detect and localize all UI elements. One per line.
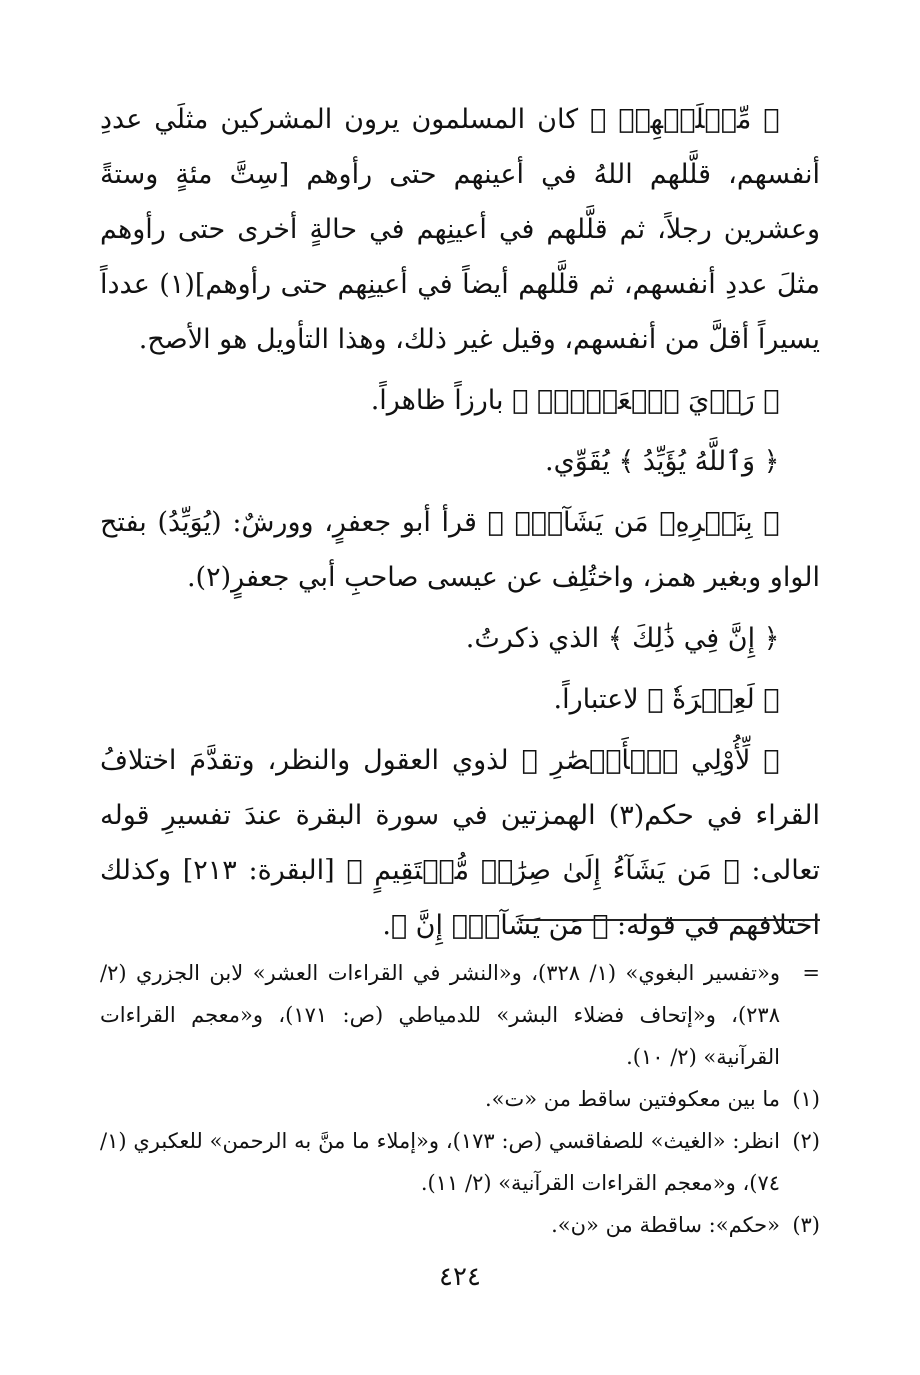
footnote-number: (٣)	[792, 1213, 820, 1237]
footnote	[100, 952, 820, 1078]
footnote	[100, 1120, 820, 1204]
footnote	[100, 1204, 820, 1246]
paragraph: ﴿ إِنَّ فِي ذَٰلِكَ ﴾ الذي ذكرتُ.	[465, 623, 780, 654]
paragraph: ﴿ وَٱللَّهُ يُؤَيِّدُ ﴾ يُقَوِّي.	[545, 446, 780, 477]
footnote-number: =	[802, 961, 820, 985]
main-text	[100, 92, 820, 953]
footnote-number: (١)	[792, 1087, 820, 1111]
paragraph: ﴿ لَعِبۡرَةٗ ﴾ لاعتباراً.	[553, 684, 780, 715]
paragraph: ﴿ مِّثۡلَيۡهِمۡ ﴾ كان المسلمون يرون المشركين مثلَي عددِ أنفسهم، قلَّلهم اللهُ في أعينهم حتى رأوهم [سِتَّ مئةٍ وستةً وعشرين رجلاً، ثم قلَّلهم في أعينِهم في حالةٍ أخرى حتى رأوهم مثلَ عددِ أنفسهم، ثم قلَّلهم أيضاً في أعينِهم حتى رأوهم](١) عدداً يسيراً أقلَّ من أنفسهم، وقيل غير ذلك، وهذا التأويل هو الأصح.	[100, 104, 820, 355]
footnote-text: و«تفسير البغوي» (١/ ٣٢٨)، و«النشر في القراءات العشر» لابن الجزري (٢/ ٢٣٨)، و«إتحاف فضلاء البشر» للدمياطي (ص: ١٧١)، و«معجم القراءات القرآنية» (٢/ ١٠).	[100, 961, 780, 1069]
footnote	[100, 1078, 820, 1120]
footnote-text: «حكم»: ساقطة من «ن».	[551, 1213, 780, 1237]
footnotes	[100, 952, 820, 1246]
footnote-text: انظر: «الغيث» للصفاقسي (ص: ١٧٣)، و«إملاء ما منَّ به الرحمن» للعكبري (١/ ٧٤)، و«معجم القراءات القرآنية» (٢/ ١١).	[100, 1129, 780, 1195]
paragraph: ﴿ رَأۡيَ ٱلۡعَيۡنِۚ ﴾ بارزاً ظاهراً.	[370, 385, 780, 416]
paragraph: ﴿ بِنَصۡرِهِۦ مَن يَشَآءُۚ ﴾ قرأ أبو جعفرٍ، وورشٌ: (يُوَيِّدُ) بفتح الواو وبغير همز، واختُلِف عن عيسى صاحبِ أبي جعفرٍ(٢).	[100, 507, 820, 593]
footnote-text: ما بين معكوفتين ساقط من «ت».	[484, 1087, 780, 1111]
page-number: ٤٢٤	[439, 1262, 481, 1292]
footnote-separator	[520, 919, 820, 921]
footnote-number: (٢)	[792, 1129, 820, 1153]
paragraph: ﴿ لِّأُوْلِي ٱلۡأَبۡصَٰرِ ﴾ لذوي العقول والنظر، وتقدَّمَ اختلافُ القراء في حكم(٣) الهمزتين في سورة البقرة عندَ تفسيرِ قوله تعالى: ﴿ مَن يَشَآءُ إِلَىٰ صِرَٰطٖ مُّسۡتَقِيمٍ ﴾ [البقرة: ٢١٣] وكذلك اختلافهم في قوله: ﴿ مَن يَشَآءُۗ إِنَّ ﴾.	[100, 745, 820, 941]
